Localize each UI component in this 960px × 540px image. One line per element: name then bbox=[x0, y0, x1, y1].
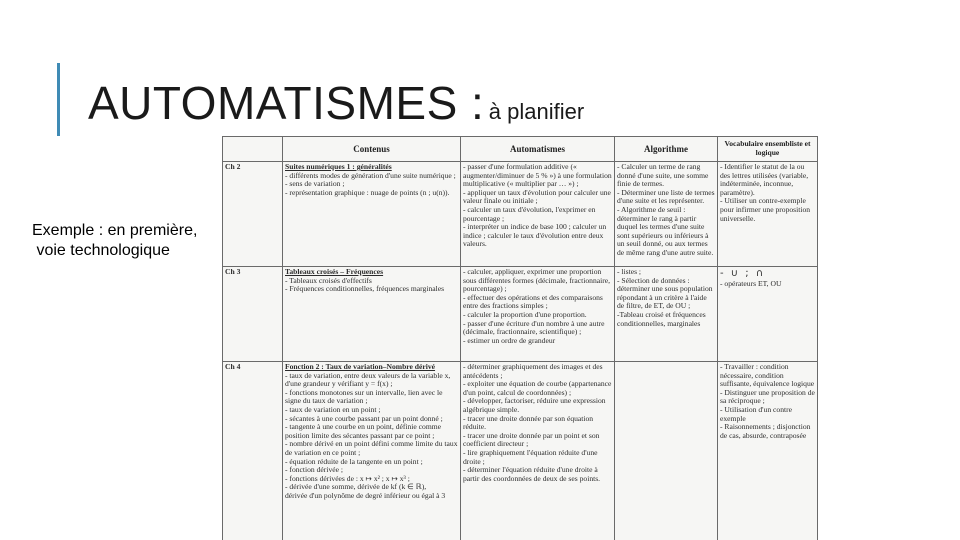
content-text: - Tableaux croisés d'effectifs - Fréquences conditionnelles, fréquences marginales bbox=[285, 275, 445, 294]
header-chapter bbox=[223, 137, 283, 162]
vocabulaire-text: - Identifier le statut de la ou des lettres utilisées (variable, indéterminée, inconnue, paramètre). - Utiliser un contre-exemple pour infirmer une proposition universelle. bbox=[720, 162, 811, 223]
content-cell bbox=[283, 162, 461, 267]
algorithme-cell bbox=[615, 362, 718, 540]
vocabulaire-cell bbox=[718, 267, 818, 362]
programme-table-image bbox=[222, 136, 818, 540]
chapter-cell: Ch 2 bbox=[223, 162, 283, 267]
programme-table bbox=[222, 136, 818, 540]
vocabulaire-text: - Travailler : condition nécessaire, condition suffisante, équivalence logique - Distinguer une proposition de sa réciproque ; - Utilisation d'un contre exemple - Raisonnements ; disjonction de cas, absurde, contraposée bbox=[720, 362, 815, 440]
automatismes-text: - calculer, appliquer, exprimer une proportion sous différentes formes (décimale, fractionnaire, pourcentage) ; - effectuer des opérations et des comparaisons entre des fractions simples ; - calculer la proportion d'une proportion. - passer d'une écriture d'un nombre à une autre (décimale, fractionnaire, scientifique) ; - estimer un ordre de grandeur bbox=[463, 267, 611, 345]
slide-title-sub: à planifier bbox=[488, 99, 585, 124]
content-title: Tableaux croisés – Fréquences bbox=[285, 267, 384, 276]
table-row bbox=[223, 267, 818, 362]
algorithme-cell bbox=[615, 162, 718, 267]
vocabulaire-cell bbox=[718, 162, 818, 267]
vocabulaire-cell bbox=[718, 362, 818, 540]
set-symbols: - ∪ ; ∩ bbox=[720, 268, 766, 279]
table-row bbox=[223, 162, 818, 267]
automatismes-text: - passer d'une formulation additive (« augmenter/diminuer de 5 % ») à une formulation multiplicative (« multiplier par … ») ; - appliquer un taux d'évolution pour calculer une valeur finale ou initiale ; - calculer un taux d'évolution, l'exprimer en pourcentage ; - interpréter un indice de base 100 ; calculer un indice ; calculer le taux d'évolution entre deux valeurs. bbox=[463, 162, 612, 249]
header-contenus: Contenus bbox=[283, 137, 461, 162]
content-title: Suites numériques 1 : généralités bbox=[285, 162, 392, 171]
slide-title bbox=[88, 76, 584, 130]
chapter-cell: Ch 3 bbox=[223, 267, 283, 362]
title-accent-bar bbox=[57, 63, 60, 136]
automatismes-cell bbox=[461, 362, 615, 540]
algorithme-text: - listes ; - Sélection de données : déterminer une sous population répondant à un critère à l'aide de filtre, de ET, de OU ; -Tableau croisé et fréquences conditionnelles, marginales bbox=[617, 267, 713, 328]
algorithme-text: - Calculer un terme de rang donné d'une suite, une somme finie de termes. - Déterminer une liste de termes d'une suite et les représenter. - Algorithme de seuil : déterminer le rang à partir duquel les termes d'une suite sont supérieurs ou inférieurs à un seuil donné, ou aux termes de même rang d'une autre suite. bbox=[617, 162, 715, 257]
table-row bbox=[223, 362, 818, 540]
side-note: Exemple : en première, voie technologique bbox=[32, 222, 198, 259]
content-title: Fonction 2 : Taux de variation–Nombre dérivé bbox=[285, 362, 436, 371]
header-vocabulaire: Vocabulaire ensembliste et logique bbox=[718, 137, 818, 162]
content-text: - taux de variation, entre deux valeurs de la variable x, d'une grandeur y vérifiant y = f(x) ; - fonctions monotones sur un intervalle, lien avec le signe du taux de variation ; - taux de variation en un point ; - sécantes à une courbe passant par un point donné ; - tangente à une courbe en un point, définie comme position limite des sécantes passant par ce point ; - nombre dérivé en un point défini comme limite du taux de variation en ce point ; - équation réduite de la tangente en un point ; - fonction dérivée ; - fonctions dérivées de : x ↦ x² ; x ↦ x³ ; - dérivée d'une somme, dérivée de kf (k ∈ ℝ), dérivée d'un polynôme de degré inférieur ou égal à 3 bbox=[285, 370, 458, 500]
vocabulaire-text: - opérateurs ET, OU bbox=[720, 279, 782, 288]
header-algorithme: Algorithme bbox=[615, 137, 718, 162]
content-cell bbox=[283, 362, 461, 540]
automatismes-cell bbox=[461, 267, 615, 362]
slide-title-main: AUTOMATISMES : bbox=[88, 77, 485, 129]
automatismes-cell bbox=[461, 162, 615, 267]
content-text: - différents modes de génération d'une suite numérique ; - sens de variation ; - représentation graphique : nuage de points (n ; u(n)). bbox=[285, 170, 456, 197]
algorithme-cell bbox=[615, 267, 718, 362]
table-header-row bbox=[223, 137, 818, 162]
chapter-cell: Ch 4 bbox=[223, 362, 283, 540]
header-automatismes: Automatismes bbox=[461, 137, 615, 162]
automatismes-text: - déterminer graphiquement des images et des antécédents ; - exploiter une équation de courbe (appartenance d'un point, calcul de coordonnées) ; - développer, factoriser, réduire une expression algébrique simple. - tracer une droite donnée par son équation réduite. - tracer une droite donnée par un point et son coefficient directeur ; - lire graphiquement l'équation réduite d'une droite ; - déterminer l'équation réduite d'une droite à partir des coordonnées de deux de ses points. bbox=[463, 362, 612, 483]
content-cell bbox=[283, 267, 461, 362]
